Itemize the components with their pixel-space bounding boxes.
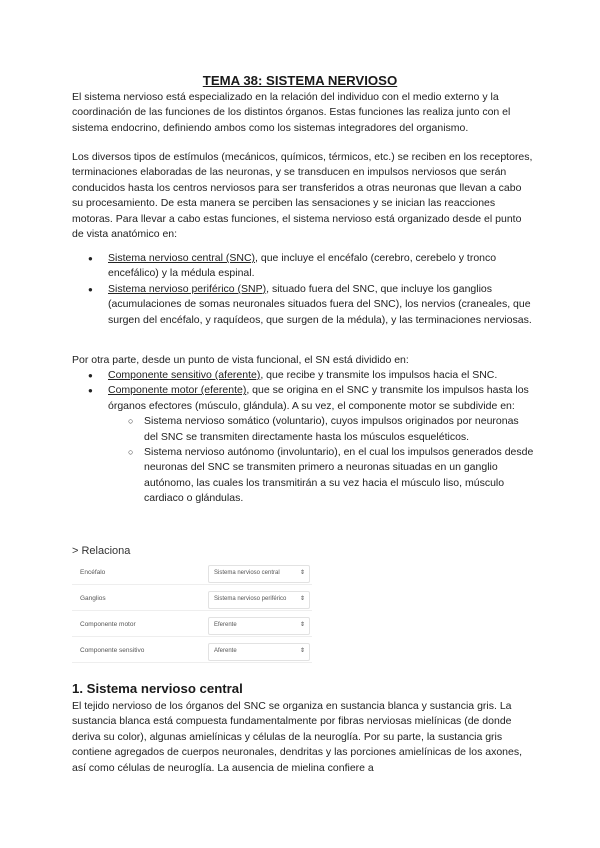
match-row — [72, 615, 312, 637]
select-arrows-icon: ⇕ — [299, 648, 305, 654]
section-paragraph: El tejido nervioso de los órganos del SNC se organiza en sustancia blanca y sustancia gris. La sustancia blanca está compuesta fundamentalmente por fibras nerviosas mielínicas (de donde deriva su color), algunas amielínicas y células de la neuroglía. Por su parte, la sustancia gris contiene agregados de cuerpos neuronales, dendritas y las porciones amielínicas de los axones, así como células de neuroglía. La ausencia de mielina confiere a — [72, 700, 523, 774]
list-item — [72, 383, 534, 506]
list-item — [72, 251, 534, 282]
term-description: , que incluye el encéfalo (cerebro, cerebelo y tronco encefálico) y la médula espinal. — [108, 252, 497, 280]
functional-list — [72, 368, 534, 507]
list-item — [72, 282, 534, 328]
match-select[interactable] — [208, 565, 310, 583]
match-label: Componente sensitivo — [80, 647, 145, 654]
sublist-item: ○ Sistema nervioso somático (voluntario), cuyos impulsos originados por neuronas del SNC se transmiten directamente hasta los músculos esqueléticos. — [108, 414, 534, 445]
relaciona-heading: > Relaciona — [72, 545, 131, 557]
row-divider — [72, 584, 312, 585]
sublist-item: ○ Sistema nervioso autónomo (involuntario), en el cual los impulsos generados desde neuronas del SNC se transmiten primero a neuronas situadas en un ganglio autónomo, las cuales los transmitirán a su vez hacia el músculo liso, músculo cardiaco o glándulas. — [108, 445, 534, 507]
select-arrows-icon: ⇕ — [299, 570, 305, 576]
section-heading: 1. Sistema nervioso central — [72, 681, 243, 696]
row-divider — [72, 636, 312, 637]
term: Sistema nervioso periférico (SNP) — [108, 282, 267, 295]
select-value: Eferente — [214, 622, 237, 628]
list-item — [72, 368, 534, 383]
intro-paragraph: El sistema nervioso está especializado en la relación del individuo con el medio externo y la coordinación de las funciones de los distintos órganos. Estas funciones las realiza junto con el sistema endocrino, definiendo ambos como los sistemas integradores del organismo. — [72, 91, 511, 134]
select-arrows-icon: ⇕ — [299, 596, 305, 602]
term: Componente sensitivo (aferente) — [108, 369, 261, 381]
select-arrows-icon: ⇕ — [299, 622, 305, 628]
match-select[interactable] — [208, 617, 310, 635]
stimuli-paragraph: Los diversos tipos de estímulos (mecánicos, químicos, térmicos, etc.) se reciben en los receptores, terminaciones elaboradas de las neuronas, y se transducen en impulsos nerviosos que serán conducidos hasta los centros nerviosos para ser transferidos a otras neuronas que llevan a cabo su procesamiento. De esta manera se perciben las sensaciones y se inician las reacciones motoras. Para llevar a cabo estas funciones, el sistema nervioso está organizado desde el punto de vista anatómico en: — [72, 151, 533, 241]
match-select[interactable] — [208, 643, 310, 661]
match-select[interactable] — [208, 591, 310, 609]
select-value: Sistema nervioso periférico — [214, 596, 287, 602]
motor-sublist — [108, 414, 534, 506]
select-value: Aferente — [214, 648, 237, 654]
match-label: Componente motor — [80, 621, 136, 628]
term-description: , situado fuera del SNC, que incluye los ganglios (acumulaciones de somas neuronales situados fuera del SNC), los nervios (craneales, que surgen del encéfalo, y raquídeos, que surgen de la médula), y las terminaciones nerviosas. — [108, 282, 532, 326]
match-row — [72, 641, 312, 663]
term-description: , que se origina en el SNC y transmite los impulsos hasta los órganos efectores (músculo, glándula). A su vez, el componente motor se subdivide en: — [108, 384, 529, 412]
match-label: Ganglios — [80, 595, 106, 602]
row-divider — [72, 662, 312, 663]
select-value: Sistema nervioso central — [214, 570, 280, 576]
term-description: , que recibe y transmite los impulsos hacia el SNC. — [260, 369, 498, 381]
term: Componente motor (eferente) — [108, 384, 247, 397]
page-title: TEMA 38: SISTEMA NERVIOSO — [202, 73, 398, 88]
functional-intro: Por otra parte, desde un punto de vista funcional, el SN está dividido en: — [72, 354, 409, 366]
match-label: Encéfalo — [80, 569, 106, 576]
term: Sistema nervioso central (SNC) — [108, 252, 256, 264]
match-row — [72, 589, 312, 611]
match-row — [72, 563, 312, 585]
anatomic-list — [72, 251, 534, 328]
row-divider — [72, 610, 312, 611]
